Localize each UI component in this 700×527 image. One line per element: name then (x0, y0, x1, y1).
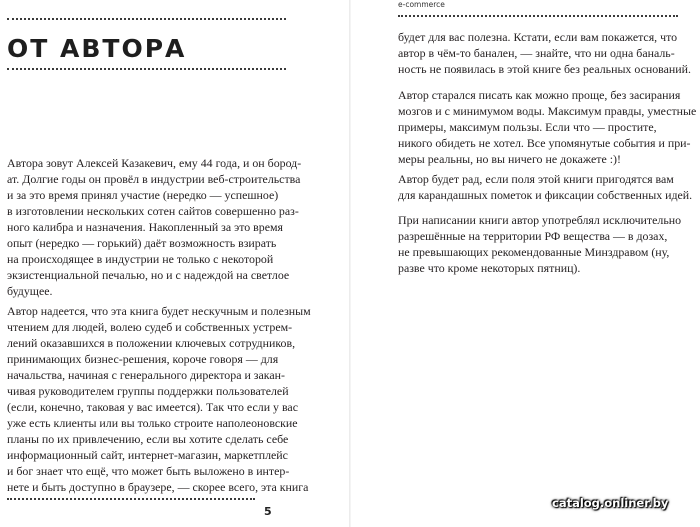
footer-dotted-rule (7, 498, 255, 500)
text-line: примеры, максимум пользы. Если что — простите, (398, 120, 657, 134)
text-line: чтением для людей, волею судеб и собственных устрем- (7, 320, 293, 334)
text-line: чивая руководителем группы поддержки пользователей (7, 384, 289, 398)
text-line: ат. Долгие годы он провёл в индустрии веб-строительства (7, 172, 301, 186)
running-header: e-commerce (398, 0, 445, 9)
text-line: ность не появилась в этой книге без реальных оснований. (398, 62, 691, 76)
text-line: автор в чём-то банален, — знайте, что ни одна баналь- (398, 46, 675, 60)
text-line: мозгов и с минимумом воды. Максимум правды, уместные (398, 104, 697, 118)
text-line: для карандашных пометок и фиксации собственных идей. (398, 188, 693, 202)
text-line: Автора зовут Алексей Казакевич, ему 44 года, и он бород- (7, 156, 302, 170)
page-number: 5 (264, 505, 272, 518)
text-line: нете и быть доступно в браузере, — скорее всего, эта книга (7, 480, 309, 494)
paragraph-writing-style (398, 87, 697, 167)
text-line: не превышающих рекомендованные Минздравом (ну, (398, 245, 670, 259)
text-line: разрешённые на территории РФ вещества — в дозах, (398, 229, 668, 243)
text-line: Автор старался писать как можно проще, без засирания (398, 88, 681, 102)
text-line: экзистенциальной печалью, но и с надеждой на светлое (7, 268, 290, 282)
text-line: Автор будет рад, если поля этой книги пригодятся вам (398, 172, 674, 186)
text-line: Автор надеется, что эта книга будет нескучным и полезным (7, 304, 311, 318)
paragraph-continuation (398, 29, 691, 77)
text-line: в изготовлении нескольких сотен сайтов совершенно раз- (7, 204, 299, 218)
title-dotted-rule (7, 68, 286, 70)
text-line: никого обидеть не хотел. Все упомянутые события и при- (398, 136, 691, 150)
page-title: ОТ АВТОРА (7, 34, 187, 63)
catalog-watermark: catalog.onliner.by (552, 496, 669, 510)
header-dotted-rule (398, 15, 678, 17)
paragraph-author-hopes (7, 303, 311, 495)
text-line: ного калибра и назначения. Накопленный за это время (7, 220, 284, 234)
text-line: меры реальны, но вы ничего не докажете :)! (398, 152, 621, 166)
text-line: и за это время принял участие (нередко — успешное) (7, 188, 279, 202)
text-line: опыт (нередко — горький) даёт возможность взирать (7, 236, 277, 250)
text-line: планы по их привлечению, если вы хотите сделать себе (7, 432, 289, 446)
text-line: (если, конечно, таковая у вас имеется). Так что если у вас (7, 400, 298, 414)
text-line: лений оказавшихся в положении ключевых сотрудников, (7, 336, 296, 350)
text-line: будущее. (7, 284, 53, 298)
top-dotted-rule (7, 18, 286, 20)
text-line: При написании книги автор употреблял исключительно (398, 213, 682, 227)
text-line: на происходящее в индустрии не только с некоторой (7, 252, 274, 266)
text-line: разве что кроме некоторых пятниц). (398, 261, 581, 275)
right-page (350, 0, 700, 527)
paragraph-author-intro (7, 155, 302, 299)
text-line: и бог знает что ещё, что может быть выложено в интер- (7, 464, 290, 478)
text-line: принимающих бизнес-решения, короче говоря — для (7, 352, 279, 366)
text-line: начальства, начиная с генерального директора и закан- (7, 368, 285, 382)
text-line: будет для вас полезна. Кстати, если вам покажется, что (398, 30, 678, 44)
text-line: информационный сайт, интернет-магазин, маркетплейс (7, 448, 288, 462)
text-line: уже есть клиенты или вы только строите наполеоновские (7, 416, 298, 430)
paragraph-margins (398, 171, 693, 203)
paragraph-substances (398, 212, 680, 276)
